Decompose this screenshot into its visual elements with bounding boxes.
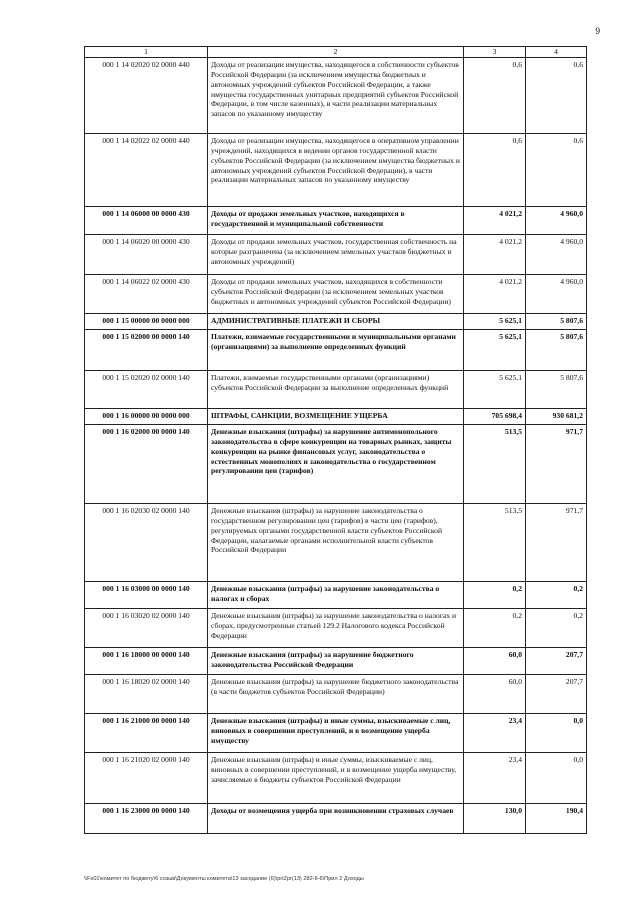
row-value-col3: 0,2 [464,609,526,648]
row-name: Денежные взыскания (штрафы) за нарушение антимонопольного законодательства в сфере конкуренции на товарных рынках, защиты конкуренции на рынке финансовых услуг, законодательства о естественных монополиях и законодательства о государственном регулировании цен (тарифов) [208,425,464,504]
row-code: 000 1 16 23000 00 0000 140 [85,804,208,834]
row-name: Доходы от продажи земельных участков, находящихся в государственной и муниципальной собственности [208,207,464,235]
row-value-col4: 0,6 [526,134,587,207]
row-value-col4: 5 807,6 [526,371,587,409]
row-value-col4: 971,7 [526,425,587,504]
table-row [85,134,587,207]
row-name: Платежи, взимаемые государственными органами (организациями) субъектов Российской Федерации за выполнение определенных функций [208,371,464,409]
row-code: 000 1 16 03020 02 0000 140 [85,609,208,648]
row-name: Денежные взыскания (штрафы) за нарушение законодательства о налогах и сборах, предусмотренные статьей 129.2 Налогового кодекса Российской Федерации [208,609,464,648]
table-row [85,425,587,504]
row-code: 000 1 15 00000 00 0000 000 [85,314,208,330]
row-name: Доходы от реализации имущества, находящегося в оперативном управлении учреждений, находящихся в ведении органов государственной власти субъектов Российской Федерации (за исключением имущества бюджетных и автономных учреждений субъектов Российской Федерации), в части реализации материальных запасов по указанному имуществу [208,134,464,207]
header-col-4: 4 [526,47,587,58]
row-name: Платежи, взимаемые государственными и муниципальными органами (организациями) за выполнение определенных функций [208,330,464,371]
row-value-col3: 0,6 [464,134,526,207]
table-row [85,714,587,753]
row-name: Доходы от реализации имущества, находящегося в собственности субъектов Российской Федерации (за исключением имущества бюджетных и автономных учреждений субъектов Российской Федерации, а также имущества государственных унитарных предприятий субъектов Российской Федерации, в том числе казенных), в части реализации материальных запасов по указанному имуществу [208,58,464,134]
row-code: 000 1 15 02000 00 0000 140 [85,330,208,371]
revenue-table [84,46,587,834]
row-value-col4: 930 681,2 [526,409,587,425]
page-number: 9 [595,26,600,36]
row-value-col4: 207,7 [526,648,587,675]
table-row [85,409,587,425]
row-code: 000 1 14 06022 02 0000 430 [85,275,208,314]
header-col-3: 3 [464,47,526,58]
row-value-col4: 5 807,6 [526,314,587,330]
row-name: Денежные взыскания (штрафы) за нарушение законодательства о налогах и сборах [208,582,464,609]
table-row [85,753,587,804]
row-value-col4: 0,0 [526,753,587,804]
row-value-col3: 5 625,1 [464,371,526,409]
row-value-col4: 0,0 [526,714,587,753]
row-code: 000 1 14 06020 00 0000 430 [85,235,208,275]
row-name: Доходы от возмещения ущерба при возникновении страховых случаев [208,804,464,834]
row-name: Денежные взыскания (штрафы) за нарушение бюджетного законодательства (в части бюджетов субъектов Российской Федерации) [208,675,464,714]
table-row [85,235,587,275]
row-value-col4: 207,7 [526,675,587,714]
row-code: 000 1 16 03000 00 0000 140 [85,582,208,609]
row-code: 000 1 14 02020 02 0000 440 [85,58,208,134]
table-row [85,582,587,609]
row-value-col4: 0,2 [526,609,587,648]
row-code: 000 1 16 02000 00 0000 140 [85,425,208,504]
table-row [85,314,587,330]
row-code: 000 1 14 02022 02 0000 440 [85,134,208,207]
row-value-col3: 4 021,2 [464,235,526,275]
row-value-col3: 0,2 [464,582,526,609]
row-value-col3: 23,4 [464,753,526,804]
row-value-col3: 4 021,2 [464,207,526,235]
table-row [85,675,587,714]
table-row [85,207,587,235]
row-value-col4: 0,6 [526,58,587,134]
row-value-col3: 0,6 [464,58,526,134]
table-body [85,58,587,834]
row-value-col3: 5 625,1 [464,314,526,330]
row-code: 000 1 16 18000 00 0000 140 [85,648,208,675]
row-value-col4: 5 807,6 [526,330,587,371]
row-value-col3: 60,0 [464,648,526,675]
table-row [85,648,587,675]
row-name: Доходы от продажи земельных участков, государственная собственность на которые разграничена (за исключением земельных участков бюджетных и автономных учреждений) [208,235,464,275]
row-name: Денежные взыскания (штрафы) за нарушение бюджетного законодательства Российской Федерации [208,648,464,675]
row-code: 000 1 16 21020 02 0000 140 [85,753,208,804]
table-row [85,275,587,314]
row-value-col3: 705 698,4 [464,409,526,425]
row-value-col3: 513,5 [464,425,526,504]
row-value-col3: 513,5 [464,504,526,582]
row-name: Денежные взыскания (штрафы) за нарушение законодательства о государственном регулировании цен (тарифов) в части цен (тарифов), регулируемых органами государственной власти субъектов Российской Федерации, налагаемые органами исполнительной власти субъектов Российской Федерации [208,504,464,582]
row-value-col4: 190,4 [526,804,587,834]
row-name: ШТРАФЫ, САНКЦИИ, ВОЗМЕЩЕНИЕ УЩЕРБА [208,409,464,425]
row-code: 000 1 16 02030 02 0000 140 [85,504,208,582]
row-value-col3: 4 021,2 [464,275,526,314]
table-row [85,804,587,834]
row-code: 000 1 15 02020 02 0000 140 [85,371,208,409]
row-value-col4: 4 960,0 [526,275,587,314]
row-value-col4: 4 960,0 [526,235,587,275]
row-value-col4: 4 960,0 [526,207,587,235]
row-value-col4: 0,2 [526,582,587,609]
table-row [85,504,587,582]
row-value-col3: 60,0 [464,675,526,714]
table-row [85,58,587,134]
table-row [85,330,587,371]
file-path-footer: \\Fs01\комитет по бюджету\6 созыв\Документы комитета\13 заседание (6)\priZpr(13) 282-II-6\Прил 2 Доходы [84,876,364,882]
row-code: 000 1 14 06000 00 0000 430 [85,207,208,235]
table-row [85,371,587,409]
table-row [85,609,587,648]
header-col-2: 2 [208,47,464,58]
row-value-col3: 5 625,1 [464,330,526,371]
row-value-col4: 971,7 [526,504,587,582]
table-header-row [85,47,587,58]
row-value-col3: 130,0 [464,804,526,834]
row-code: 000 1 16 21000 00 0000 140 [85,714,208,753]
row-code: 000 1 16 00000 00 0000 000 [85,409,208,425]
row-name: АДМИНИСТРАТИВНЫЕ ПЛАТЕЖИ И СБОРЫ [208,314,464,330]
row-value-col3: 23,4 [464,714,526,753]
row-name: Денежные взыскания (штрафы) и иные суммы, взыскиваемые с лиц, виновных в совершении преступлений, и в возмещение ущерба имуществу, зачисляемые в бюджеты субъектов Российской Федерации [208,753,464,804]
row-name: Денежные взыскания (штрафы) и иные суммы, взыскиваемые с лиц, виновных в совершении преступлений, и в возмещение ущерба имуществу [208,714,464,753]
row-name: Доходы от продажи земельных участков, находящихся в собственности субъектов Российской Федерации (за исключением земельных участков бюджетных и автономных учреждений субъектов Российской Федерации) [208,275,464,314]
row-code: 000 1 16 18020 02 0000 140 [85,675,208,714]
header-col-1: 1 [85,47,208,58]
